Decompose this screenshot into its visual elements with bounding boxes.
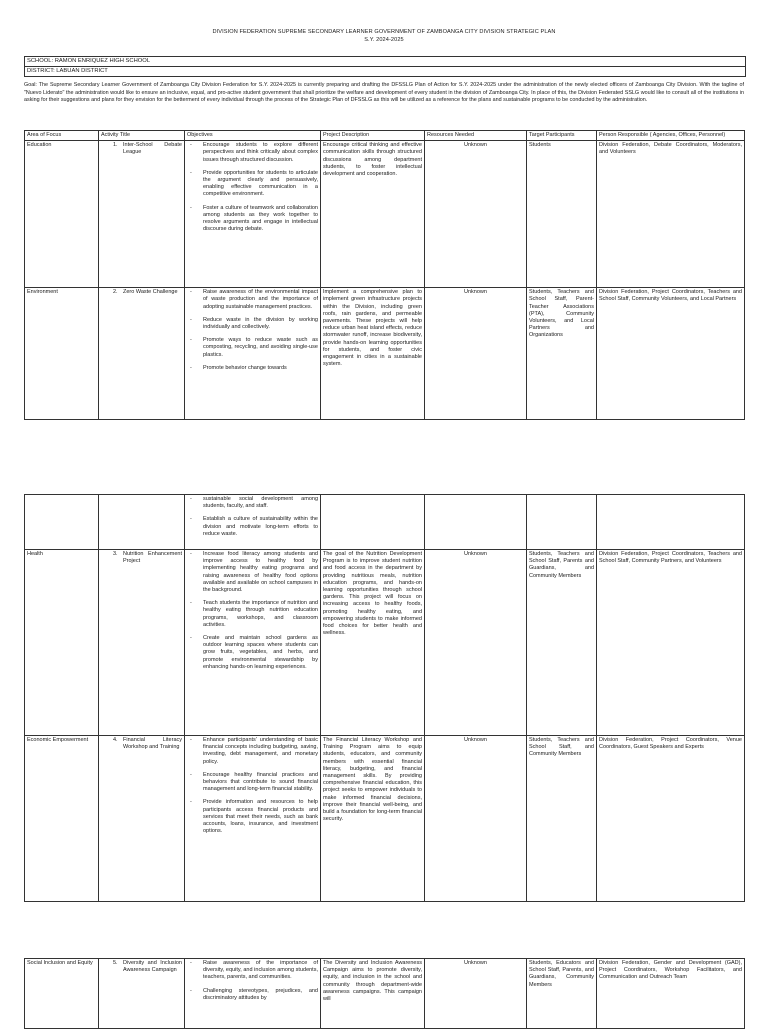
- objectives-list: [187, 289, 318, 372]
- objective-item: - Establish a culture of sustainability within the division and motivate long-term efforts to reduce waste.: [187, 516, 318, 538]
- objectives-cell: [185, 550, 321, 736]
- objective-item: - Provide opportunities for students to articulate the argument clearly and persuasively, enabling effective communication in a competitive environment.: [187, 170, 318, 199]
- activity: [101, 289, 182, 296]
- resources-needed-cell: Unknown: [425, 959, 527, 1029]
- objective-item: - Increase food literacy among students and improve access to healthy food by implementing healthy eating programs and raising awareness of healthy food options available and available on school campuses in the background.: [187, 551, 318, 594]
- goal-paragraph: Goal: The Supreme Secondary Learner Government of Zamboanga City Division Federation for S.Y. 2024-2025 is currently preparing and drafting the DFSSLG Plan of Action for S.Y. 2024-2025 under the administration of the newly elected officers of Zamboanga City Division. With the tagline of "Nuevo Liderato" the administration would like to ensure an inclusive, equal, and pro-active student government that shall prioritize the welfare and development of every student in the division of Zamboanga City. In place of this, the Division Federated SSLG would like to consult all of the institutions in asking for their suggestions and plans for they envision for the betterment of every individual through the process of the Strategic Plan of DFSSLG as this will be utilized as a reference for the plans and sustainable programs to be conducted by the administration.: [24, 82, 744, 104]
- project-description-cell: The Financial Literacy Workshop and Training Program aims to equip students, educators, and community members with essential financial literacy, budgeting, and financial management skills. By providing comprehensive financial education, this project seeks to empower individuals to make informed financial decisions, improve their financial well-being, and build a foundation for long-term financial security.: [321, 736, 425, 902]
- project-description-cell: Implement a comprehensive plan to implement green infrastructure projects within the Division, including green roofs, rain gardens, and permeable pavements. These projects will help reduce urban heat island effects, reduce stormwater runoff, increase biodiversity, provide hands-on learning opportunities for students, and foster civic engagement in cities in a sustainable system.: [321, 288, 425, 420]
- target-participants-cell: Students, Teachers and School Staff, Parents and Guardians, and Community Members: [527, 550, 597, 736]
- person-responsible-cell: Division Federation, Project Coordinators, Venue Coordinators, Guest Speakers and Experts: [597, 736, 745, 902]
- objectives-list: [187, 142, 318, 233]
- person-responsible-cell: Division Federation, Project Coordinators, Teachers and School Staff, Community Volunteers, and Local Partners: [597, 288, 745, 420]
- column-header: Resources Needed: [425, 131, 527, 141]
- activity-title: Diversity and Inclusion Awareness Campaign: [123, 960, 182, 974]
- activity-title-cell: [99, 736, 185, 902]
- objectives-list: [187, 551, 318, 671]
- objective-item: - Raise awareness of the importance of diversity, equity, and inclusion among students, teachers, parents, and communities.: [187, 960, 318, 982]
- activity-title-cell: [99, 141, 185, 288]
- objective-item: - Promote ways to reduce waste such as composting, recycling, and avoiding single-use plastics.: [187, 337, 318, 359]
- table-row: [25, 550, 745, 736]
- activity: [101, 960, 182, 974]
- objectives-cell: [185, 959, 321, 1029]
- target-participants-cell: Students, Teachers and School Staff, Parent-Teacher Associations (PTA), Community Volunteers, and Local Partners and Organizations: [527, 288, 597, 420]
- project-description-cell: Encourage critical thinking and effective communication skills through structured discussions among department students, to foster intellectual development and cooperation.: [321, 141, 425, 288]
- table-header-row: [25, 131, 745, 141]
- objective-item: - Raise awareness of the environmental impact of waste production and the importance of adopting sustainable management practices.: [187, 289, 318, 311]
- objectives-list: [187, 737, 318, 835]
- activity: [101, 551, 182, 565]
- objective-item: - sustainable social development among students, faculty, and staff.: [187, 496, 318, 510]
- activity-title-cell: [99, 288, 185, 420]
- person-responsible-cell: Division Federation, Gender and Development (GAD), Project Coordinators, Workshop Facilitators, and Communication and Outreach Team: [597, 959, 745, 1029]
- area-of-focus-cell: Education: [25, 141, 99, 288]
- project-description-cell: The Diversity and Inclusion Awareness Campaign aims to promote diversity, equity, and inclusion in the school and community through department-wide awareness campaigns. This campaign will: [321, 959, 425, 1029]
- objectives-cell: [185, 288, 321, 420]
- objectives-list: [187, 960, 318, 1002]
- resources-needed-cell: Unknown: [425, 736, 527, 902]
- column-header: Target Participants: [527, 131, 597, 141]
- resources-needed-cell: Unknown: [425, 141, 527, 288]
- area-of-focus-cell: Health: [25, 550, 99, 736]
- objectives-cell: [185, 141, 321, 288]
- objective-item: - Enhance participants' understanding of basic financial concepts including budgeting, saving, investing, debt management, and monetary policy.: [187, 737, 318, 766]
- resources-needed-cell: [425, 495, 527, 550]
- area-of-focus-cell: Economic Empowerment: [25, 736, 99, 902]
- column-header: Activity Title: [99, 131, 185, 141]
- person-responsible-cell: [597, 495, 745, 550]
- activity: [101, 142, 182, 156]
- activity: [101, 737, 182, 751]
- project-description-cell: The goal of the Nutrition Development Program is to improve student nutrition and food access in the department by providing nutritious meals, nutrition education programs, and hands-on learning opportunities through school gardens. This project will focus on increasing access to healthy foods, promoting healthy eating, and empowering students to make informed food choices for better health and wellness.: [321, 550, 425, 736]
- column-header: Area of Focus: [25, 131, 99, 141]
- activity-number: 3.: [113, 551, 118, 557]
- objectives-cell: [185, 495, 321, 550]
- table-row: [25, 736, 745, 902]
- activity-number: 1.: [113, 142, 118, 149]
- objective-item: - Encourage students to explore different perspectives and think critically about complex issues through structured discussion.: [187, 142, 318, 164]
- table-row: [25, 141, 745, 288]
- document-title: DIVISION FEDERATION SUPREME SECONDARY LEARNER GOVERNMENT OF ZAMBOANGA CITY DIVISION STRATEGIC PLAN: [212, 29, 556, 35]
- table-row: [25, 495, 745, 550]
- activity-number: 2.: [113, 289, 118, 296]
- school-info-box: [24, 56, 746, 77]
- activity-title: Inter-School Debate League: [123, 142, 182, 156]
- target-participants-cell: Students, Teachers and School Staff, and Community Members: [527, 736, 597, 902]
- column-header: Objectives: [185, 131, 321, 141]
- objectives-list: [187, 496, 318, 538]
- objective-item: - Promote behavior change towards: [187, 365, 318, 372]
- column-header: Project Description: [321, 131, 425, 141]
- school-name: SCHOOL: RAMON ENRIQUEZ HIGH SCHOOL: [27, 58, 151, 64]
- activity-number: 5.: [113, 960, 118, 966]
- objective-item: - Encourage healthy financial practices and behaviors that contribute to sound financial management and long-term financial stability.: [187, 772, 318, 794]
- district-name: DISTRICT: LABUAN DISTRICT: [25, 66, 745, 76]
- objective-item: - Foster a culture of teamwork and collaboration among students as they work together to resolve arguments and engage in intellectual discourse during debate.: [187, 205, 318, 234]
- strategic-plan-table-page-1: [24, 130, 745, 420]
- activity-title: Zero Waste Challenge: [123, 289, 178, 296]
- strategic-plan-table-page-2: [24, 494, 745, 902]
- column-header: Person Responsible ( Agencies, Offices, Personnel): [597, 131, 745, 141]
- activity-title: Financial Literacy Workshop and Training: [123, 737, 182, 751]
- school-year: S.Y. 2024-2025: [364, 37, 404, 43]
- area-of-focus-cell: Environment: [25, 288, 99, 420]
- person-responsible-cell: Division Federation, Project Coordinators, Teachers and School Staff, Community Partners, and Volunteers: [597, 550, 745, 736]
- activity-number: 4.: [113, 737, 118, 743]
- table-row: [25, 959, 745, 1029]
- objective-item: - Challenging stereotypes, prejudices, and discriminatory attitudes by: [187, 988, 318, 1002]
- objective-item: - Teach students the importance of nutrition and healthy eating through nutrition education programs, workshops, and classroom activities.: [187, 600, 318, 629]
- activity-title-cell: [99, 959, 185, 1029]
- target-participants-cell: Students, Educators and School Staff, Parents, and Guardians, Community Members: [527, 959, 597, 1029]
- resources-needed-cell: Unknown: [425, 288, 527, 420]
- area-of-focus-cell: Social Inclusion and Equity: [25, 959, 99, 1029]
- project-description-cell: [321, 495, 425, 550]
- document-header: [24, 28, 744, 44]
- area-of-focus-cell: [25, 495, 99, 550]
- resources-needed-cell: Unknown: [425, 550, 527, 736]
- activity-title: Nutrition Enhancement Project: [123, 551, 182, 565]
- strategic-plan-table-page-3: [24, 958, 745, 1029]
- target-participants-cell: Students: [527, 141, 597, 288]
- activity-title-cell: [99, 550, 185, 736]
- target-participants-cell: [527, 495, 597, 550]
- objective-item: - Provide information and resources to help participants access financial products and services that meet their needs, such as bank accounts, loans, insurance, and investment options.: [187, 799, 318, 835]
- objectives-cell: [185, 736, 321, 902]
- objective-item: - Reduce waste in the division by working individually and collectively.: [187, 317, 318, 331]
- objective-item: - Create and maintain school gardens as outdoor learning spaces where students can grow fruits, vegetables, and herbs, and promote environmental stewardship by enhancing hands-on learning experiences.: [187, 635, 318, 671]
- table-row: [25, 288, 745, 420]
- activity-title-cell: [99, 495, 185, 550]
- person-responsible-cell: Division Federation, Debate Coordinators, Moderators, and Volunteers: [597, 141, 745, 288]
